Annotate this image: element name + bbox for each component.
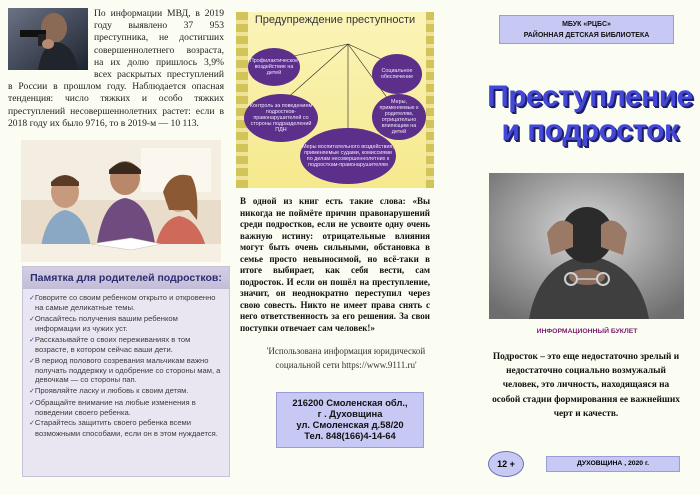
quote-text: В одной из книг есть такие слова: «Вы никогда не поймёте причин правонарушений среди подростков, если не усвоите одну очень важную истину: отрицательные влияния могут быть очень сильными, обстановка в семье просто невыносимой, но всё-таки в итоге выбирает, как себя вести, сам подросток. И если он пошёл на преступление, значит, он неоднократно переступил через свою совесть. Никто не имеет права снять с него ответственность за его решения. За свои поступки отвечает сам человек!» [240, 196, 430, 333]
checkmark-icon: ✓ [29, 420, 35, 428]
teen-description: Подросток – это еще недостаточно зрелый и недостаточно социально возмужалый человек, это личность, находящаяся на особой стадии формирования ее важнейших черт и качеств. [492, 352, 680, 419]
booklet-label: ИНФОРМАЦИОННЫЙ БУКЛЕТ [536, 328, 638, 335]
diagram-node-prevention: Профилактическое воздействие на детей [248, 48, 300, 86]
memo-item: ✓Обращайте внимание на любые изменения в поведении своего ребенка. [29, 397, 196, 417]
memo-list [23, 293, 229, 438]
memo-item: ✓Проявляйте ласку и любовь к своим детям. [29, 385, 189, 395]
address-line: 216200 Смоленская обл., [292, 397, 408, 408]
intro-photo [8, 8, 88, 70]
address-line: ул. Смоленская д.58/20 [296, 419, 404, 430]
memo-item: ✓Рассказывайте о своих переживаниях в том возрасте, в котором сейчас ваши дети. [29, 334, 191, 355]
address-box [276, 392, 424, 448]
crime-prevention-diagram [236, 12, 434, 188]
family-photo [21, 140, 221, 262]
city-year-box: ДУХОВЩИНА , 2020 г. [546, 456, 680, 472]
age-rating-badge: 12 + [488, 451, 524, 477]
intro-paragraph: По информации МВД, в 2019 году выявлено 37 953 преступника, не достигших совершеннолетнего возраста, на их долю пришлось 3,9% всех раскрытых преступлений в России в прошлом году. Наблюдается опасная тенденция: число тяжких и особо тяжких преступлений несовершеннолетних растет: если в 2018 году их было 9716, то в 2019-м — 10 113. [8, 8, 224, 129]
memo-item: ✓Опасайтесь получения вашим ребенком информации из чужих уст. [29, 313, 178, 334]
address-line: г . Духовщина [317, 408, 383, 419]
parents-memo [22, 266, 230, 477]
organization-box [499, 15, 674, 44]
intro-text-block [8, 8, 224, 140]
checkmark-icon: ✓ [29, 399, 35, 407]
diagram-node-court: Меры воспитательного воздействия, применяемые судами, комиссиями по делам несовершеннолетних к подросткам-правонарушителям [300, 128, 396, 184]
memo-item: ✓Старайтесь защитить своего ребенка всеми возможными способами, если он в этом нуждается. [29, 418, 218, 438]
source-note: 'Использована информация юридической социальной сети https://www.9111.ru' [266, 346, 426, 370]
memo-item: ✓Говорите со своим ребенком открыто и откровенно на самые деликатные темы. [29, 293, 216, 313]
title-line-2: и подросток [501, 114, 679, 147]
phone-line: Тел. 848(166)4-14-64 [304, 430, 396, 441]
booklet-title [480, 80, 700, 148]
diagram-node-parents: Меры, применяемые к родителям, отрицательно влияющим на детей [372, 94, 426, 140]
organization-name: МБУК «РЦБС» [562, 21, 611, 28]
checkmark-icon: ✓ [29, 295, 35, 302]
teen-photo [489, 173, 684, 319]
checkmark-icon: ✓ [29, 336, 35, 344]
title-line-1: Преступление [487, 80, 693, 113]
memo-item: ✓В период полового созревания мальчикам важно получать поддержку и одобрение со стороны мам, а девочкам — со стороны пап. [29, 355, 221, 385]
checkmark-icon: ✓ [29, 357, 35, 365]
diagram-title: Предупреждение преступности [254, 14, 416, 26]
checkmark-icon: ✓ [29, 315, 35, 323]
memo-title: Памятка для родителей подростков: [23, 267, 229, 289]
diagram-node-social: Социальное обеспечение [372, 54, 422, 94]
diagram-node-control: Контроль за поведением подростков-правонарушителей со стороны подразделений ПДН [244, 94, 318, 142]
library-name: РАЙОННАЯ ДЕТСКАЯ БИБЛИОТЕКА [523, 32, 650, 39]
checkmark-icon: ✓ [29, 387, 35, 395]
